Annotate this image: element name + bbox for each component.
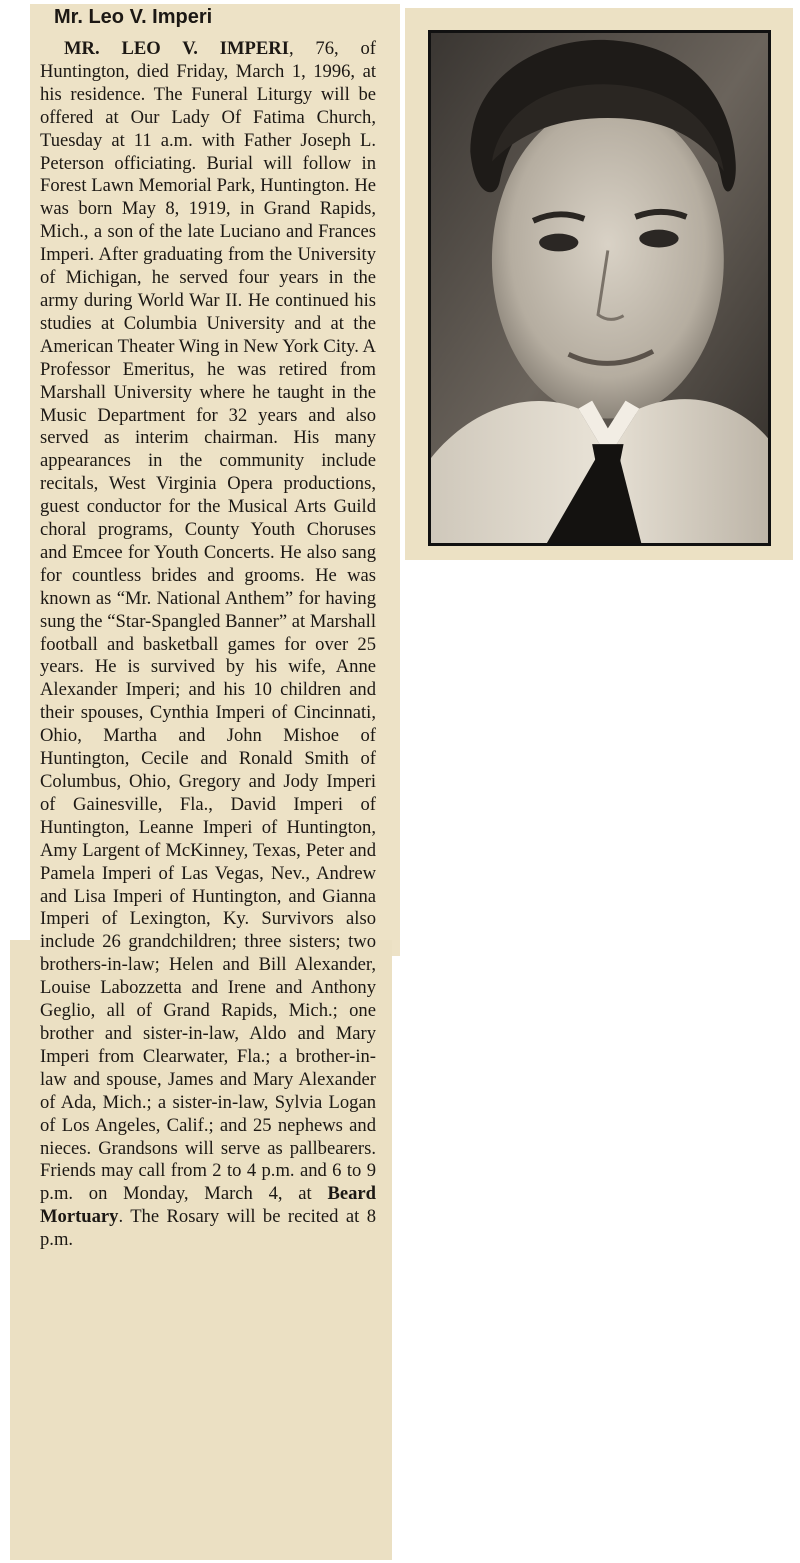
obituary-text-end: . The Rosary will be recited at 8 p.m. xyxy=(40,1206,376,1251)
mortuary-name: Beard Mortuary xyxy=(40,1183,376,1228)
portrait-photo xyxy=(428,30,771,546)
obituary-text-main: , 76, of Huntington, died Friday, March 1, 1996, at his residence. The Funeral Liturgy will be offered at Our Lady Of Fatima Church, Tuesday at 11 a.m. with Father Joseph L. Peterson officiating. Burial will follow in Forest Lawn Memorial Park, Huntington. He was born May 8, 1919, in Grand Rapids, Mich., a son of the late Luciano and Frances Imperi. After graduating from the University of Michigan, he served four years in the army during World War II. He continued his studies at Columbia University and at the American Theater Wing in New York City. A Professor Emeritus, he was retired from Marshall University where he taught in the Music Department for 32 years and also served as interim chairman. His many appearances in the community include recitals, West Virginia Opera productions, guest conductor for the Musical Arts Guild choral programs, County Youth Choruses and Emcee for Youth Concerts. He also sang for countless brides and grooms. He was known as “Mr. National Anthem” for having sung the “Star-Spangled Banner” at Marshall football and basketball games for over 25 years. He is survived by his wife, Anne Alexander Imperi; and his 10 children and their spouses, Cynthia Imperi of Cincinnati, Ohio, Martha and John Mishoe of Huntington, Cecile and Ronald Smith of Columbus, Ohio, Gregory and Jody Imperi of Gainesville, Fla., David Imperi of Huntington, Leanne Imperi of Huntington, Amy Largent of McKinney, Texas, Peter and Pamela Imperi of Las Vegas, Nev., Andrew and Lisa Imperi of Huntington, and Gianna Imperi of Lexington, Ky. Survivors also include 26 grandchildren; three sisters; two brothers-in-law; Helen and Bill Alexander, Louise Labozzetta and Irene and Anthony Geglio, all of Grand Rapids, Mich.; one brother and sister-in-law, Aldo and Mary Imperi from Clearwater, Fla.; a brother-in-law and spouse, James and Mary Alexander of Ada, Mich.; a sister-in-law, Sylvia Logan of Los Angeles, Calif.; and 25 nephews and nieces. Grandsons will serve as pallbearers. Friends may call from 2 to 4 p.m. and 6 to 9 p.m. on Monday, March 4, at xyxy=(40,38,376,1205)
obituary-body xyxy=(40,38,376,1252)
obituary-paragraph xyxy=(40,38,376,1252)
portrait-image xyxy=(431,33,768,543)
obituary-headline: Mr. Leo V. Imperi xyxy=(54,6,213,28)
obituary-lead-name: MR. LEO V. IMPERI xyxy=(64,38,289,59)
